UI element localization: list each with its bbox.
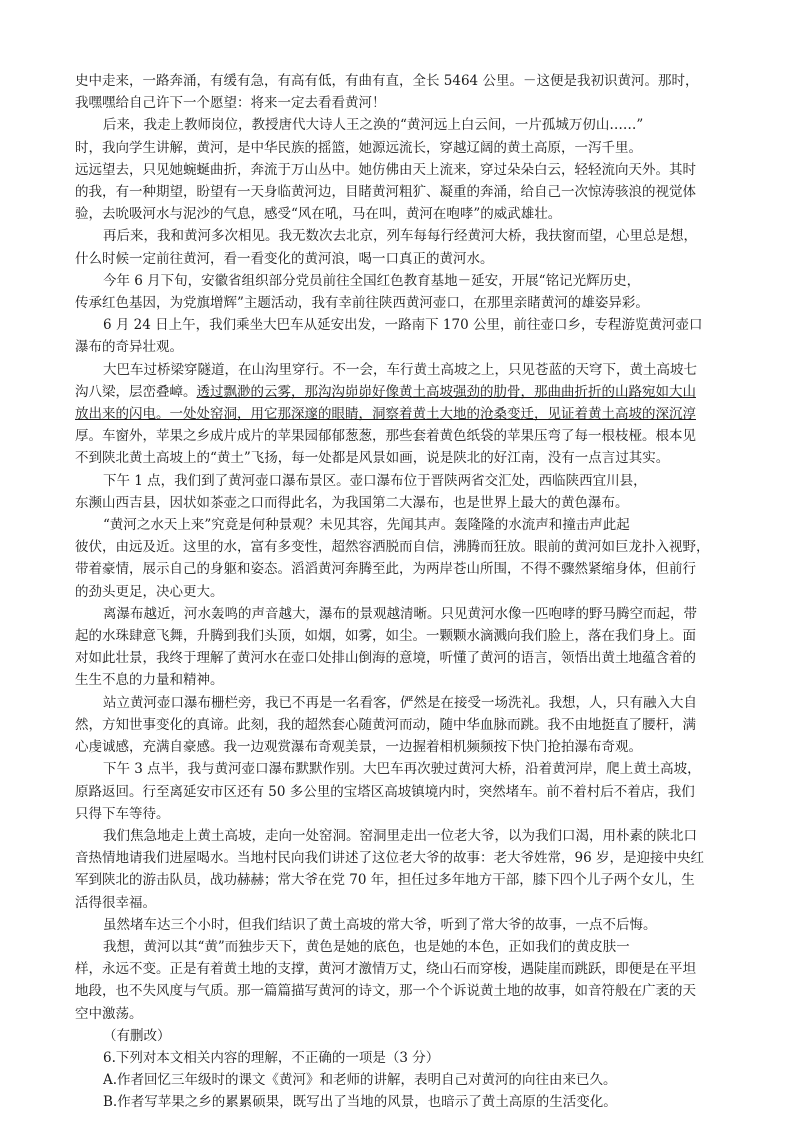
line-text: 什么时候一定前往黄河，看一看变化的黄河浪，喝一口真正的黄河水。 xyxy=(75,250,494,267)
text-line xyxy=(75,558,720,580)
line-text: 我想，黄河以其“黄”而独步天下，黄色是她的底色，也是她的本色，正如我们的黄皮肤一 xyxy=(103,938,630,955)
line-text: 我嘿嘿给自己许下一个愿望：将来一定去看看黄河！ xyxy=(75,95,386,112)
text-line xyxy=(75,914,720,936)
line-text: 站立黄河壶口瀑布栅栏旁，我已不再是一名看客，俨然是在接受一场洗礼。我想，人，只有融入大自 xyxy=(103,694,697,711)
text-line xyxy=(75,292,720,314)
text-line xyxy=(75,869,720,891)
underlined-text: 透过飘渺的云雾，那沟沟峁峁好像黄土高坡强劲的肋骨，那曲曲折折的山路宛如大山 xyxy=(196,383,696,400)
line-text: 瀑布的奇异壮观。 xyxy=(75,339,183,356)
underlined-text: 放出来的闪电。一处处窑洞，用它那深邃的眼睛，洞察着黄土大地的沧桑变迁，见证着黄土高坡的深沉淳 xyxy=(75,406,696,423)
line-text: 时，我向学生讲解，黄河，是中华民族的摇篮，她源远流长，穿越辽阔的黄土高原，一泻千里。 xyxy=(75,139,642,156)
text-line xyxy=(75,1091,720,1113)
line-text: 下午 1 点，我们到了黄河壶口瀑布景区。壶口瀑布位于晋陕两省交汇处，西临陕西宜川县， xyxy=(103,472,647,489)
text-line xyxy=(75,137,720,159)
text-line xyxy=(75,581,720,603)
line-text: 原路返回。行至离延安市区还有 50 多公里的宝塔区高坡镇境内时，突然堵车。前不着村后不着店，我们 xyxy=(75,783,695,800)
line-text: 军到陕北的游击队员，战功赫赫；常大爷在党 70 年，担任过多年地方干部，膝下四个儿子两个女儿，生 xyxy=(75,872,695,889)
text-line xyxy=(75,225,720,247)
text-line xyxy=(75,203,720,225)
text-line xyxy=(75,159,720,181)
line-text: 厚。车窗外，苹果之乡成片成片的苹果园郁郁葱葱，那些套着黄色纸袋的苹果压弯了每一根枝桠。根本见 xyxy=(75,428,696,445)
text-line xyxy=(75,603,720,625)
text-line xyxy=(75,892,720,914)
text-line xyxy=(75,181,720,203)
text-line xyxy=(75,803,720,825)
text-line xyxy=(75,958,720,980)
line-text: 带着豪情，展示自己的身躯和姿态。滔滔黄河奔腾至此，为两岸苍山所围，不得不骤然紧缩身体，但前行 xyxy=(75,561,696,578)
text-line xyxy=(75,114,720,136)
text-line xyxy=(75,647,720,669)
text-line xyxy=(75,425,720,447)
line-text: 我们焦急地走上黄土高坡，走向一处窑洞。窑洞里走出一位老大爷，以为我们口渴，用朴素的陕北口 xyxy=(103,827,697,844)
text-line xyxy=(75,359,720,381)
line-text: 虽然堵车达三个小时，但我们结识了黄土高坡的常大爷，听到了常大爷的故事，一点不后悔。 xyxy=(103,916,657,933)
line-text: 再后来，我和黄河多次相见。我无数次去北京，列车每每行经黄河大桥，我扶窗而望，心里总是想， xyxy=(103,228,697,245)
line-text: 后来，我走上教师岗位，教授唐代大诗人王之涣的“黄河远上白云间，一片孤城万仞山……” xyxy=(103,117,644,134)
line-text: （有删改） xyxy=(103,1027,171,1044)
text-line xyxy=(75,492,720,514)
line-text: 样，永远不变。正是有着黄土地的支撑，黄河才激情万丈，绕山石而穿梭，遇陡崖而跳跃，即便是在平坦 xyxy=(75,961,696,978)
line-text: 验，去吮吸河水与泥沙的气息，感受“风在吼，马在叫，黄河在咆哮”的威武雄壮。 xyxy=(75,206,562,223)
line-text: 音热情地请我们进屋喝水。当地村民向我们讲述了这位老大爷的故事：老大爷姓常，96 岁，是迎接中央红 xyxy=(75,850,704,867)
text-line xyxy=(75,736,720,758)
line-text: B.作者写苹果之乡的累累硕果，既写出了当地的风景，也暗示了黄土高原的生活变化。 xyxy=(103,1094,617,1111)
text-line xyxy=(75,980,720,1002)
text-line xyxy=(75,447,720,469)
line-text: 沟八梁，层峦叠嶂。 xyxy=(75,383,197,400)
line-text: A.作者回忆三年级时的课文《黄河》和老师的讲解，表明自己对黄河的向往由来已久。 xyxy=(103,1072,617,1089)
text-line xyxy=(75,847,720,869)
line-text: 6.下列对本文相关内容的理解，不正确的一项是（3 分） xyxy=(103,1049,440,1066)
line-text: 彼伏，由远及近。这里的水，富有多变性，超然容洒脱而自信，沸腾而狂放。眼前的黄河如巨龙扑入视野， xyxy=(75,539,710,556)
document-page xyxy=(75,70,720,1114)
text-line xyxy=(75,1047,720,1069)
text-line xyxy=(75,758,720,780)
text-line xyxy=(75,70,720,92)
line-text: 大巴车过桥梁穿隧道，在山沟里穿行。不一会，车行黄土高坡之上，只见苍蓝的天穹下，黄土高坡七 xyxy=(103,361,697,378)
text-line xyxy=(75,781,720,803)
line-text: 东濒山西吉县，因状如茶壶之口而得此名，为我国第二大瀑布，也是世界上最大的黄色瀑布。 xyxy=(75,494,629,511)
text-line xyxy=(75,625,720,647)
text-line xyxy=(75,336,720,358)
text-line xyxy=(75,936,720,958)
text-line xyxy=(75,1025,720,1047)
text-line xyxy=(75,825,720,847)
line-text: 起的水珠肆意飞舞，升腾到我们头顶，如烟，如雾，如尘。一颗颗水滴溅向我们脸上，落在我们身上。面 xyxy=(75,628,696,645)
text-line xyxy=(75,1069,720,1091)
line-text: 活得很幸福。 xyxy=(75,894,156,911)
line-text: 然，方知世事变化的真谛。此刻，我的超然套心随黄河而动，随中华血脉而跳。我不由地挺直了腰杆，满 xyxy=(75,716,696,733)
text-line xyxy=(75,403,720,425)
text-line xyxy=(75,1003,720,1025)
text-line xyxy=(75,92,720,114)
text-line xyxy=(75,536,720,558)
line-text: 史中走来，一路奔涌，有缓有急，有高有低，有曲有直，全长 5464 公里。－这便是我初识黄河。那时， xyxy=(75,73,699,89)
text-line xyxy=(75,669,720,691)
text-line xyxy=(75,270,720,292)
line-text: 生生不息的力量和精神。 xyxy=(75,672,224,689)
text-line xyxy=(75,314,720,336)
line-text: 的劲头更足，决心更大。 xyxy=(75,583,224,600)
line-text: 只得下车等待。 xyxy=(75,805,170,822)
text-line xyxy=(75,692,720,714)
line-text: 下午 3 点半，我与黄河壶口瀑布默默作别。大巴车再次驶过黄河大桥，沿着黄河岸，爬上黄土高坡， xyxy=(103,761,701,778)
line-text: 离瀑布越近，河水轰鸣的声音越大，瀑布的景观越清晰。只见黄河水像一匹咆哮的野马腾空而起，带 xyxy=(103,605,697,622)
line-text: 6 月 24 日上午，我们乘坐大巴车从延安出发，一路南下 170 公里，前往壶口乡，专程游览黄河壶口 xyxy=(103,317,703,334)
line-text: 对如此壮景，我终于理解了黄河水在壶口处排山倒海的意境，听懂了黄河的语言，领悟出黄土地蕴含着的 xyxy=(75,650,696,667)
line-text: 心虔诚感，充满自豪感。我一边观赏瀑布奇观美景，一边握着相机频频按下快门抢拍瀑布奇观。 xyxy=(75,739,642,756)
line-text: 空中激荡。 xyxy=(75,1005,143,1022)
text-line xyxy=(75,714,720,736)
line-text: 传承红色基因，为党旗增辉”主题活动，我有幸前往陕西黄河壶口，在那里亲睹黄河的雄姿异彩。 xyxy=(75,295,649,312)
text-line xyxy=(75,514,720,536)
text-line xyxy=(75,381,720,403)
line-text: 的我，有一种期望，盼望有一天身临黄河边，目睹黄河粗犷、凝重的奔涌，给自己一次惊涛骇浪的视觉体 xyxy=(75,184,696,201)
line-text: 远远望去，只见她蜿蜒曲折，奔流于万山丛中。她仿佛由天上流来，穿过朵朵白云，轻轻流向天外。其时 xyxy=(75,161,696,178)
text-line xyxy=(75,248,720,270)
line-text: 不到陕北黄土高坡上的“黄土”飞扬，每一处都是风景如画，说是陕北的好江南，没有一点言过其实。 xyxy=(75,450,670,467)
line-text: 地段，也不失风度与气质。那一篇篇描写黄河的诗文，那一个个诉说黄土地的故事，如音符般在广袤的天 xyxy=(75,983,696,1000)
text-line xyxy=(75,470,720,492)
line-text: “黄河之水天上来”究竟是何种景观？未见其容，先闻其声。轰隆隆的水流声和撞击声此起 xyxy=(103,517,630,534)
line-text: 今年 6 月下旬，安徽省组织部分党员前往全国红色教育基地－延安，开展“铭记光辉历史， xyxy=(103,272,641,289)
